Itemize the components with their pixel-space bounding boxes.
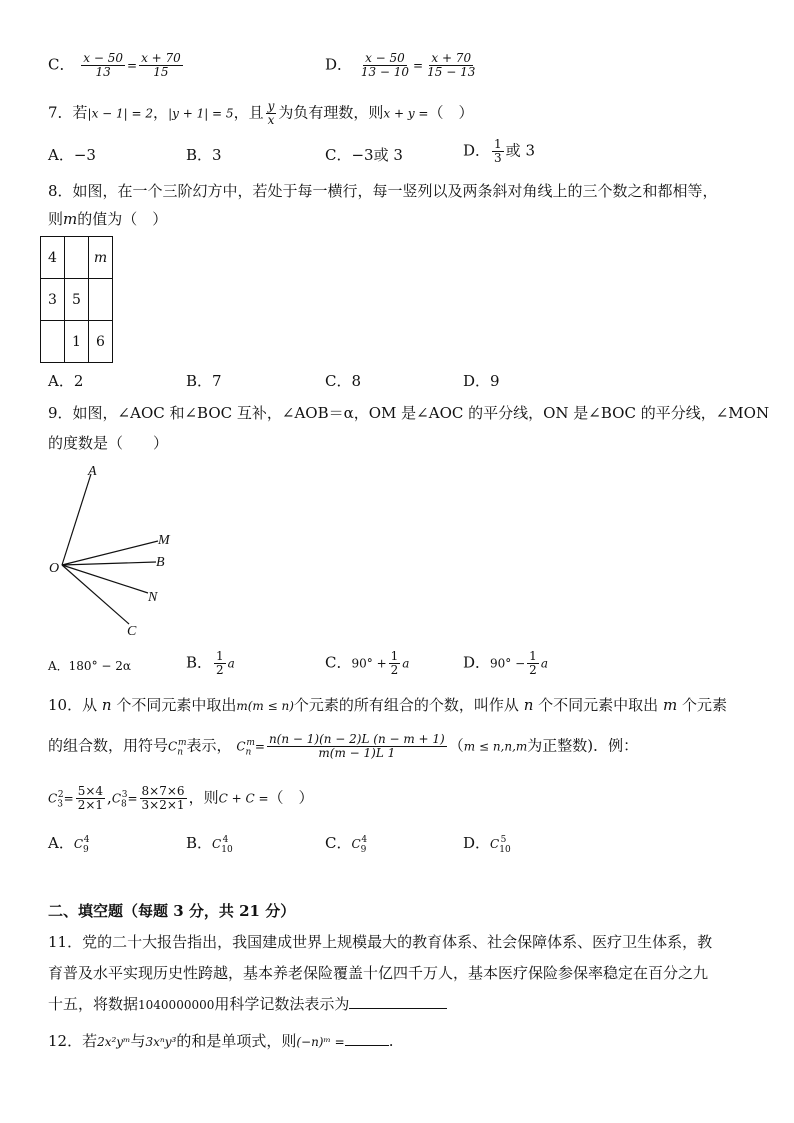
question-11-line1: 11．党的二十大报告指出，我国建成世界上规模最大的教育体系、社会保障体系、医疗卫生体系，教 (48, 933, 713, 951)
question-9-line2: 的度数是（ ） (48, 434, 169, 452)
q8-option-b: B．7 (186, 372, 222, 390)
q7-option-a: A．−3 (48, 146, 96, 164)
q8-option-c: C．8 (325, 372, 362, 390)
ray-oa (62, 474, 91, 565)
cell: 1 (65, 321, 89, 363)
label-a: A (88, 464, 97, 479)
q9-option-a: A．180° − 2α (48, 659, 131, 673)
magic-square (40, 236, 113, 363)
cell (89, 279, 113, 321)
angle-diagram (40, 460, 200, 640)
question-8-line1: 8．如图，在一个三阶幻方中，若处于每一横行，每一竖列以及两条斜对角线上的三个数之和都相等， (48, 182, 718, 200)
q10-option-b: B．$C_{10}^4$ (186, 834, 233, 855)
question-11-line2: 育普及水平实现历史性跨越，基本养老保险覆盖十亿四千万人，基本医疗保险参保率稳定在百分之九 (48, 964, 709, 982)
label-o: O (49, 561, 60, 576)
cell (65, 237, 89, 279)
q7-option-d: D． $\frac{1}{3}$ 或 3 (463, 137, 535, 165)
question-7-stem: 7．若|x − 1| = 2，|y + 1| = 5，且 $\frac{y}{x}$ 为负有理数，则x + y =（ ） (48, 99, 474, 127)
cell: 4 (41, 237, 65, 279)
label-c: C (127, 624, 137, 639)
q7-option-c: C．−3或 3 (325, 146, 403, 164)
q6-option-d: D． $\frac{x - 50}{13 - 10}$ = $\frac{x + 70}{15 - 13}$ (325, 51, 476, 79)
answer-blank[interactable] (349, 1008, 447, 1009)
label-m: M (158, 533, 170, 548)
label-n: N (148, 590, 158, 605)
q7-option-b: B．3 (186, 146, 222, 164)
combination-formula: $\frac{n(n - 1)(n - 2)L (n - m + 1)}{m(m - 1)L 1}$ (268, 732, 445, 760)
q8-option-a: A．2 (48, 372, 84, 390)
ray-on (62, 565, 148, 593)
question-10-line1: 10．从 n 个不同元素中取出m(m ≤ n)个元素的所有组合的个数，叫作从 n 个不同元素中取出 m 个元素 (48, 696, 727, 714)
q9-option-c: C．90° + $\frac{1}{2}$ a (325, 649, 410, 677)
q10-option-d: D．$C_{10}^5$ (463, 834, 511, 855)
q9-option-d: D．90° − $\frac{1}{2}$ a (463, 649, 548, 677)
ray-ob (62, 562, 156, 565)
fraction: $\frac{x - 50}{13}$ (83, 51, 123, 79)
question-8-line2: 则m的值为（ ） (48, 210, 168, 228)
question-10-line2: 的组合数，用符号$C_n^m$表示， $C_n^m=$ $\frac{n(n - 1)(n - 2)L (n - m + 1)}{m(m - 1)L 1}$ （m ≤ n,n,m为正整数)．例： (48, 732, 639, 760)
q9-option-b: B． $\frac{1}{2}$ a (186, 649, 235, 677)
answer-blank[interactable] (345, 1045, 389, 1046)
q8-option-d: D．9 (463, 372, 500, 390)
cell (41, 321, 65, 363)
ray-om (62, 541, 158, 565)
label-b: B (156, 555, 165, 570)
ray-oc (62, 565, 129, 624)
question-10-line3: $C_3^2=$ $\frac{5\times 4}{2\times 1}$ $,C_8^3=$ $\frac{8\times 7\times 6}{3\times 2\times 1}$ ，则C + C =（ ） (48, 784, 314, 812)
q10-option-a: A．$C_9^4$ (48, 834, 90, 855)
q6-option-c: C． $\frac{x - 50}{13}$ = $\frac{x + 70}{15}$ (48, 51, 181, 79)
q10-option-c: C．$C_9^4$ (325, 834, 368, 855)
question-9-line1: 9．如图，∠AOC 和∠BOC 互补，∠AOB＝α，OM 是∠AOC 的平分线，ON 是∠BOC 的平分线，∠MON (48, 404, 770, 422)
cell: 6 (89, 321, 113, 363)
question-12: 12．若2x²yᵐ与3xⁿy³的和是单项式，则(−n)ᵐ = . (48, 1032, 394, 1050)
question-11-line3: 十五，将数据1040000000用科学记数法表示为 (48, 993, 447, 1014)
section-heading: 二、填空题（每题 3 分，共 21 分） (48, 902, 296, 920)
cell: m (89, 237, 113, 279)
cell: 5 (65, 279, 89, 321)
cell: 3 (41, 279, 65, 321)
